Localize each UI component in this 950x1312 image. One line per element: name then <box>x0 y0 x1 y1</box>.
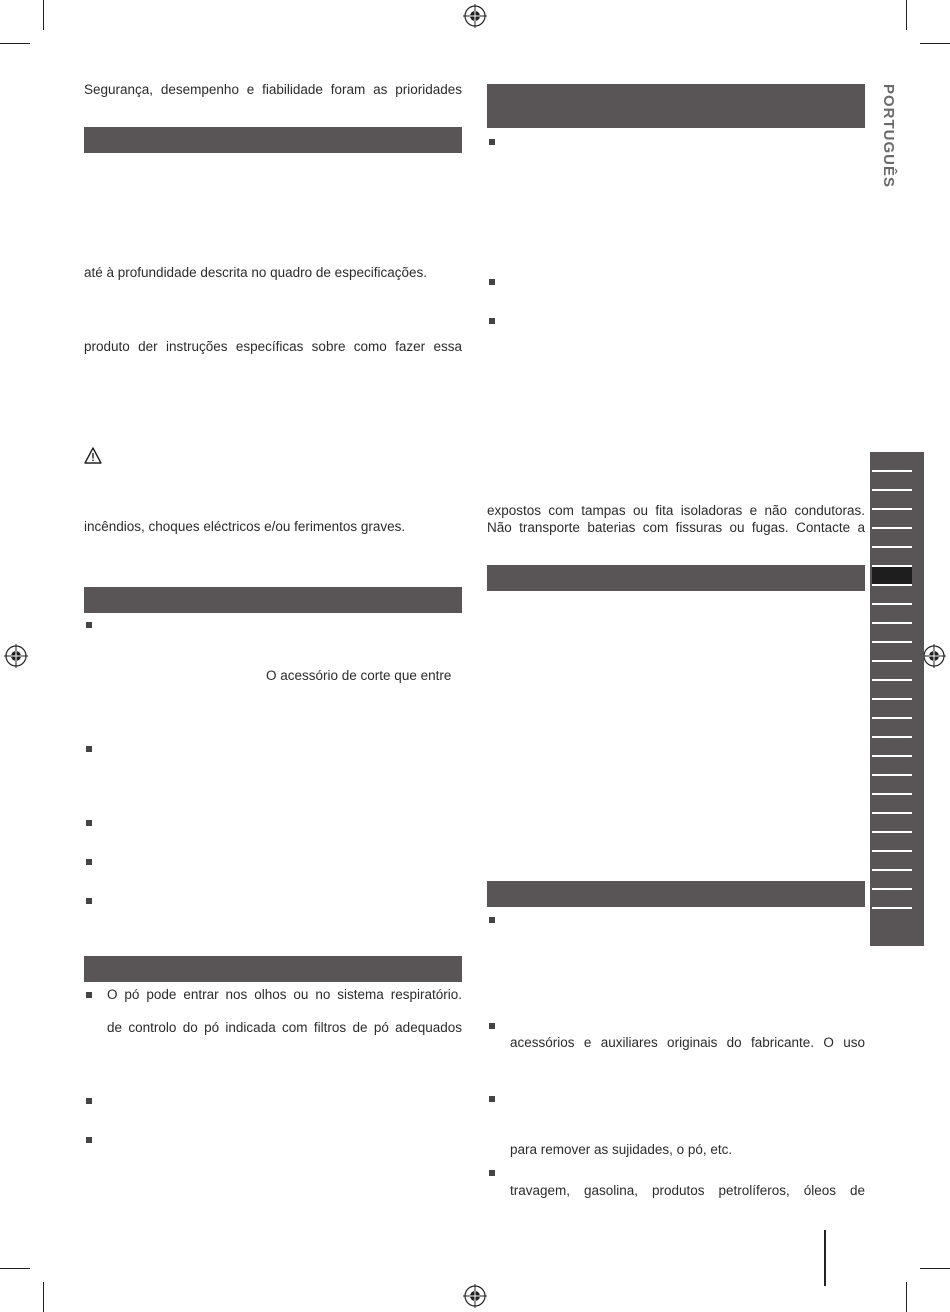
language-tab <box>872 757 912 776</box>
page-number-rule <box>824 1230 826 1286</box>
language-tab <box>872 491 912 510</box>
registration-mark-icon <box>922 644 946 668</box>
language-tab <box>872 738 912 757</box>
crop-mark <box>43 1282 44 1312</box>
language-tab <box>872 453 912 472</box>
bullet-marker <box>489 1023 495 1029</box>
warning-icon <box>84 447 102 464</box>
language-tab <box>872 795 912 814</box>
bullet-marker <box>86 1098 92 1104</box>
language-tab <box>872 814 912 833</box>
battery-text-2: Não transporte baterias com fissuras ou fugas. Contacte a <box>487 520 865 535</box>
crop-mark <box>920 1268 950 1269</box>
bullet-marker <box>86 992 92 998</box>
bullet-marker <box>489 139 495 145</box>
dust-text-1: O pó pode entrar nos olhos ou no sistema respiratório. <box>107 987 462 1002</box>
section-header-bar <box>487 881 865 907</box>
section-header-bar <box>487 565 865 591</box>
language-tab <box>872 472 912 491</box>
section-header-bar <box>84 956 462 982</box>
language-tab <box>872 586 912 605</box>
bullet-marker <box>86 1137 92 1143</box>
bullet-marker <box>489 318 495 324</box>
language-label: PORTUGUÊS <box>880 84 897 189</box>
specs-text: até à profundidade descrita no quadro de especificações. <box>84 265 427 280</box>
language-tab <box>872 624 912 643</box>
intro-text: Segurança, desempenho e fiabilidade foram as prioridades <box>84 82 462 97</box>
section-header-bar <box>487 84 865 128</box>
language-tab <box>872 719 912 738</box>
accessories-text: acessórios e auxiliares originais do fabricante. O uso <box>510 1035 865 1050</box>
bullet-marker <box>489 1170 495 1176</box>
language-tab <box>872 681 912 700</box>
language-tab <box>872 643 912 662</box>
crop-mark <box>0 1268 30 1269</box>
chemicals-text: travagem, gasolina, produtos petrolíferos, óleos de <box>510 1183 865 1198</box>
crop-mark <box>906 0 907 30</box>
crop-mark <box>906 1282 907 1312</box>
dust-text-2: de controlo do pó indicada com filtros de pó adequados <box>107 1020 462 1035</box>
language-tab <box>872 605 912 624</box>
bullet-marker <box>86 859 92 865</box>
registration-mark-icon <box>4 644 28 668</box>
crop-mark <box>0 43 30 44</box>
crop-mark <box>43 0 44 30</box>
crop-mark <box>920 43 950 44</box>
cleaning-text: para remover as sujidades, o pó, etc. <box>510 1142 733 1157</box>
registration-mark-icon <box>463 1284 487 1308</box>
warning-text: incêndios, choques eléctricos e/ou ferimentos graves. <box>84 519 406 534</box>
battery-text-1: expostos com tampas ou fita isoladoras e não condutoras. <box>487 503 865 518</box>
registration-mark-icon <box>463 4 487 28</box>
section-header-bar <box>84 587 462 613</box>
language-tab <box>872 662 912 681</box>
language-tab <box>872 890 912 909</box>
language-tab <box>872 871 912 890</box>
instructions-text: produto der instruções específicas sobre como fazer essa <box>84 339 462 354</box>
language-tab <box>872 700 912 719</box>
bullet-marker <box>489 279 495 285</box>
bullet-marker <box>86 622 92 628</box>
bullet-marker <box>489 917 495 923</box>
bullet-marker <box>86 820 92 826</box>
bullet-marker <box>489 1096 495 1102</box>
language-tab <box>872 852 912 871</box>
language-tab-active <box>872 567 912 586</box>
language-tab <box>872 548 912 567</box>
bullet-marker <box>86 746 92 752</box>
language-tab <box>872 833 912 852</box>
section-header-bar <box>84 127 462 153</box>
cutting-accessory-text: O acessório de corte que entre <box>266 668 452 683</box>
language-tab <box>872 510 912 529</box>
language-tab <box>872 529 912 548</box>
bullet-marker <box>86 898 92 904</box>
language-tab <box>872 776 912 795</box>
